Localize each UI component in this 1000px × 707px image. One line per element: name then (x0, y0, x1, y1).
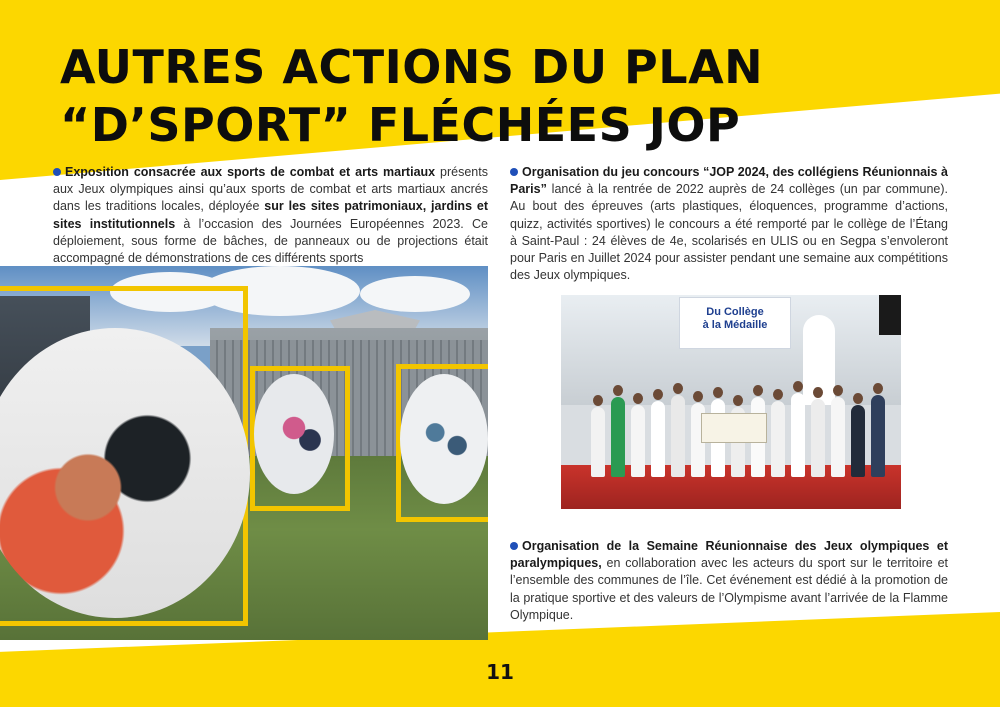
bullet-icon (53, 168, 61, 176)
exhibition-photo (0, 266, 488, 640)
section-contest-lead: Organisation du jeu concours “JOP 2024, des collégiens Réunionnais à Paris” (510, 165, 948, 197)
person-head (853, 393, 863, 404)
martial-arts-panel (400, 374, 488, 504)
section-exhibition-lead: Exposition consacrée aux sports de combat et arts martiaux (65, 165, 436, 179)
person-head (753, 385, 763, 396)
person (631, 405, 645, 477)
section-olympic-week-text: en collaboration avec les acteurs du sport sur le territoire et l’ensemble des communes de l’île. Cet événement est dédié à la promotion de la pratique sportive et des valeurs de l’Olympisme avant l’arrivée de la Flamme Olympique. (510, 556, 948, 622)
page-title (60, 38, 763, 154)
person (871, 395, 885, 477)
person (831, 397, 845, 477)
person-head (833, 385, 843, 396)
banner-line-1: Du Collège (706, 306, 764, 318)
person-head (713, 387, 723, 398)
person (851, 405, 865, 477)
person-head (813, 387, 823, 398)
title-line-2: “D’SPORT” FLÉCHÉES JOP (60, 98, 741, 152)
person (591, 407, 605, 477)
person (651, 401, 665, 477)
page-number: 11 (486, 660, 514, 684)
section-exhibition-sites: sur les sites patrimoniaux, jardins et sites institutionnels (53, 199, 488, 231)
person (771, 401, 785, 477)
event-banner (679, 297, 791, 349)
person-head (733, 395, 743, 406)
person-head (693, 391, 703, 402)
kickboxing-panel (254, 374, 334, 494)
person (671, 395, 685, 477)
section-exhibition-text-1: présents aux Jeux olympiques ainsi qu’aux sports de combat et arts martiaux ancrés dans les traditions locales, déployée (53, 165, 488, 214)
bullet-icon (510, 542, 518, 550)
section-contest (510, 164, 948, 284)
photo-sponsor-panel (879, 295, 901, 335)
person-head (873, 383, 883, 394)
section-olympic-week-lead: Organisation de la Semaine Réunionnaise des Jeux olympiques et paralympiques, (510, 539, 948, 571)
person-head (613, 385, 623, 396)
person-head (793, 381, 803, 392)
person-head (593, 395, 603, 406)
person (811, 399, 825, 477)
banner-line-2: à la Médaille (702, 319, 768, 331)
person-head (633, 393, 643, 404)
college-award-photo (561, 295, 901, 509)
person (611, 397, 625, 477)
section-exhibition (53, 164, 488, 267)
section-olympic-week (510, 538, 948, 624)
section-contest-text: lancé à la rentrée de 2022 auprès de 24 collèges (un par commune). Au bout des épreuves (arts plastiques, éloquences, programme d’actions, quizz, activités sportives) le concours a été remporté par le collège de l’Étang à Saint-Paul : 24 élèves de 4e, scolarisés en ULIS ou en Segpa s’envoleront pour Paris en Juillet 2024 pour assister pendant une semaine aux compétitions des Jeux olympiques. (510, 182, 948, 283)
person-head (653, 389, 663, 400)
title-line-1: AUTRES ACTIONS DU PLAN (60, 40, 764, 94)
person-head (673, 383, 683, 394)
person (791, 393, 805, 477)
section-exhibition-text-2: à l’occasion des Journées Européennes 2023. Ce déploiement, sous forme de bâches, de panneaux ou de projections était accompagné de démonstrations de ces différents sports (53, 216, 488, 266)
giant-cheque (701, 413, 767, 443)
bullet-icon (510, 168, 518, 176)
photo-cloud (360, 276, 470, 312)
person-head (773, 389, 783, 400)
